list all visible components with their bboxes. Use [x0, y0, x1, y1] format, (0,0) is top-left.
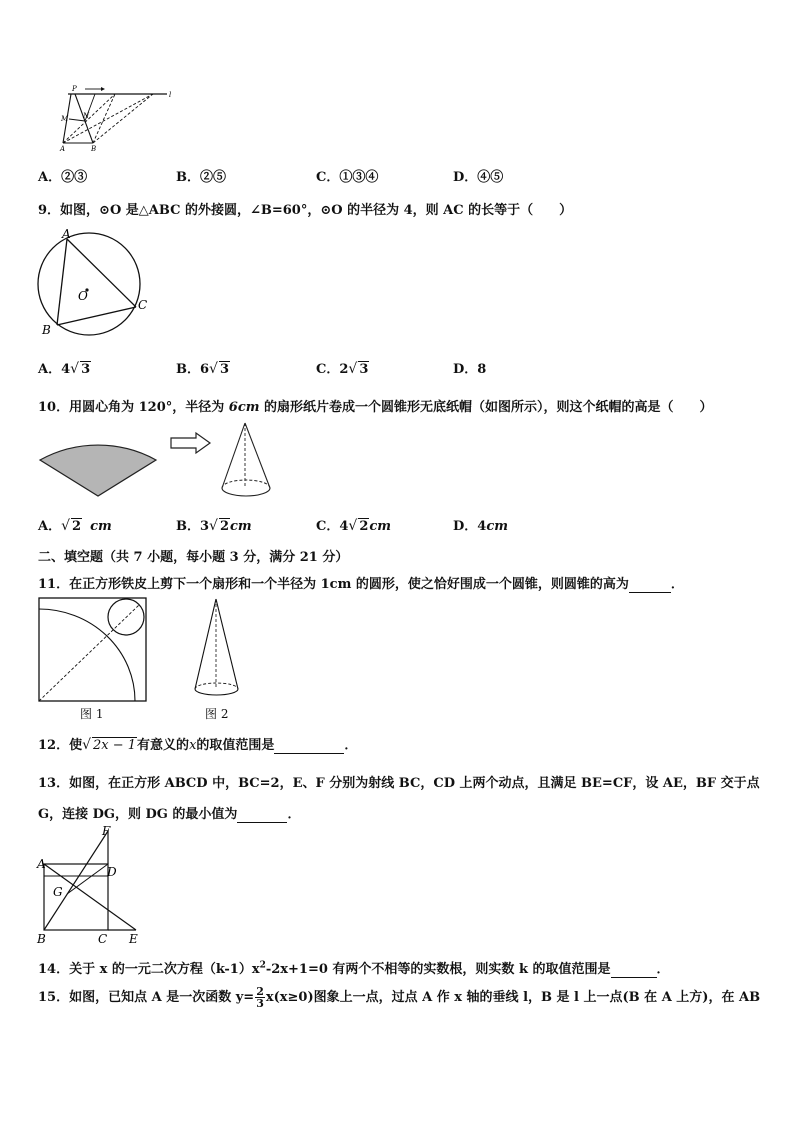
q8-label-n: N [83, 112, 90, 120]
q13-line2 [38, 803, 300, 823]
q14-superscript: 2 [259, 960, 266, 971]
q14-question [38, 958, 670, 978]
q13-label-g: G [53, 885, 63, 899]
q13-square-figure [36, 824, 148, 946]
q9-question: 9．如图，⊙O 是△ABC 的外接圆，∠B=60°，⊙O 的半径为 4，则 AC 的长等于（ ） [38, 203, 573, 218]
q15-frac-denominator: 3 [256, 997, 264, 1010]
q13-end: ． [287, 807, 301, 822]
q8-label-a: A [60, 145, 66, 153]
q9-label-b: B [42, 323, 51, 337]
q9-option-b-prefix: B．6 [176, 362, 210, 377]
q11-cone-figure [192, 597, 242, 703]
q10-option-a-radicand: 2 [72, 519, 82, 534]
q13-label-c: C [98, 932, 108, 946]
q10-text-a: 10．用圆心角为 120°，半径为 [38, 400, 229, 415]
q14-answer-blank[interactable] [611, 962, 657, 978]
q10-option-b-radicand: 2 [219, 519, 230, 534]
q13-label-e: E [129, 932, 138, 946]
q15-text-b: x(x≥0)图象上一点，过点 A 作 x 轴的垂线 l，B 是 l 上一点(B 在 A 上方)，在 AB [265, 990, 761, 1005]
q9-option-c[interactable] [316, 358, 369, 377]
radical-sign: √ [209, 518, 218, 534]
q10-option-a-prefix: A． [38, 519, 62, 534]
q11-answer-blank[interactable] [629, 577, 671, 593]
q8-label-l: l [169, 91, 172, 99]
q8-label-p: P [72, 85, 77, 93]
q10-option-b-unit: cm [230, 519, 252, 534]
q13-label-f: F [102, 824, 111, 838]
q8-figure [55, 85, 180, 155]
q14-end: ． [656, 962, 670, 977]
q9-label-c: C [138, 298, 148, 312]
q8-label-m: M [61, 115, 69, 123]
radical-sign: √ [348, 518, 358, 534]
q11-question [38, 573, 684, 593]
q13-text: G，连接 DG，则 DG 的最小值为 [38, 807, 238, 822]
radical-sign: √ [209, 361, 218, 377]
q10-text-unit: 6cm [228, 400, 260, 415]
q15-fraction [255, 986, 265, 1009]
q12-text-b: 有意义的 [137, 738, 190, 753]
q9-circle-figure [34, 228, 154, 340]
q12-question [38, 734, 357, 754]
q12-answer-blank[interactable] [274, 738, 344, 754]
q9-label-a: A [62, 227, 71, 241]
q9-option-a-prefix: A．4 [38, 362, 71, 377]
q15-frac-numerator: 2 [256, 985, 264, 998]
q9-option-d[interactable]: D．8 [453, 362, 487, 377]
q10-sector-figure [36, 420, 161, 500]
q15-question [38, 986, 760, 1009]
q8-option-c[interactable]: C．①③④ [316, 170, 379, 185]
q13-label-a: A [37, 857, 46, 871]
q10-cone-figure [218, 420, 278, 502]
q10-option-c-unit: cm [369, 519, 392, 534]
q10-option-d[interactable] [453, 515, 508, 534]
radical-sign: √ [70, 361, 80, 377]
q10-arrow [170, 432, 212, 454]
q11-square-figure [38, 597, 148, 703]
q11-end: ． [670, 577, 684, 592]
q9-option-b-radicand: 3 [219, 362, 230, 377]
q13-label-d: D [107, 865, 117, 879]
q10-option-d-unit: cm [486, 519, 508, 534]
radical-sign: √ [61, 518, 71, 534]
q10-option-b-prefix: B．3 [176, 519, 210, 534]
q9-option-c-radicand: 3 [359, 362, 369, 377]
q13-label-b: B [37, 932, 46, 946]
q10-option-a-unit: cm [90, 519, 112, 534]
q12-radicand: 2x − 1 [93, 738, 137, 753]
radical-sign: √ [348, 361, 358, 377]
q10-text-b: 的扇形纸片卷成一个圆锥形无底纸帽（如图所示），则这个纸帽的高是（ ） [259, 400, 713, 415]
q10-option-a[interactable] [38, 515, 112, 534]
q13-answer-blank[interactable] [237, 807, 287, 823]
q15-text-a: 15．如图，已知点 A 是一次函数 y= [38, 990, 255, 1005]
q10-option-b[interactable] [176, 515, 252, 534]
q8-label-b: B [91, 145, 97, 153]
q9-option-b[interactable] [176, 358, 230, 377]
q12-text-a: 12．使 [38, 738, 83, 753]
q9-option-a-radicand: 3 [81, 362, 91, 377]
q12-text-c: 的取值范围是 [196, 738, 275, 753]
q8-option-d[interactable]: D．④⑤ [453, 170, 504, 185]
q9-label-o: O [78, 289, 88, 303]
q10-question [38, 396, 713, 415]
q11-caption-fig1: 图 1 [80, 707, 104, 721]
q8-option-b[interactable]: B．②⑤ [176, 170, 226, 185]
q12-end: ． [344, 738, 358, 753]
q14-text-b: -2x+1=0 有两个不相等的实数根，则实数 k 的取值范围是 [265, 962, 611, 977]
q11-caption-fig2: 图 2 [205, 707, 229, 721]
section-heading: 二、填空题（共 7 小题，每小题 3 分，满分 21 分） [38, 550, 349, 565]
q13-line1: 13．如图，在正方形 ABCD 中，BC=2，E、F 分别为射线 BC，CD 上两个动点，且满足 BE=CF，设 AE，BF 交于点 [38, 776, 760, 791]
q10-option-c-prefix: C．4 [316, 519, 349, 534]
q10-option-c[interactable] [316, 515, 391, 534]
q11-text: 11．在正方形铁皮上剪下一个扇形和一个半径为 1cm 的圆形，使之恰好围成一个圆锥，则圆锥的高为 [38, 577, 629, 592]
q10-option-c-radicand: 2 [359, 519, 369, 534]
q10-option-d-prefix: D．4 [453, 519, 487, 534]
q8-option-a[interactable]: A．②③ [38, 170, 88, 185]
q12-var: x [189, 738, 197, 753]
q9-option-c-prefix: C．2 [316, 362, 349, 377]
radical-sign: √ [82, 737, 92, 753]
q14-text-a: 14．关于 x 的一元二次方程（k-1）x [38, 962, 260, 977]
q9-option-a[interactable] [38, 358, 91, 377]
